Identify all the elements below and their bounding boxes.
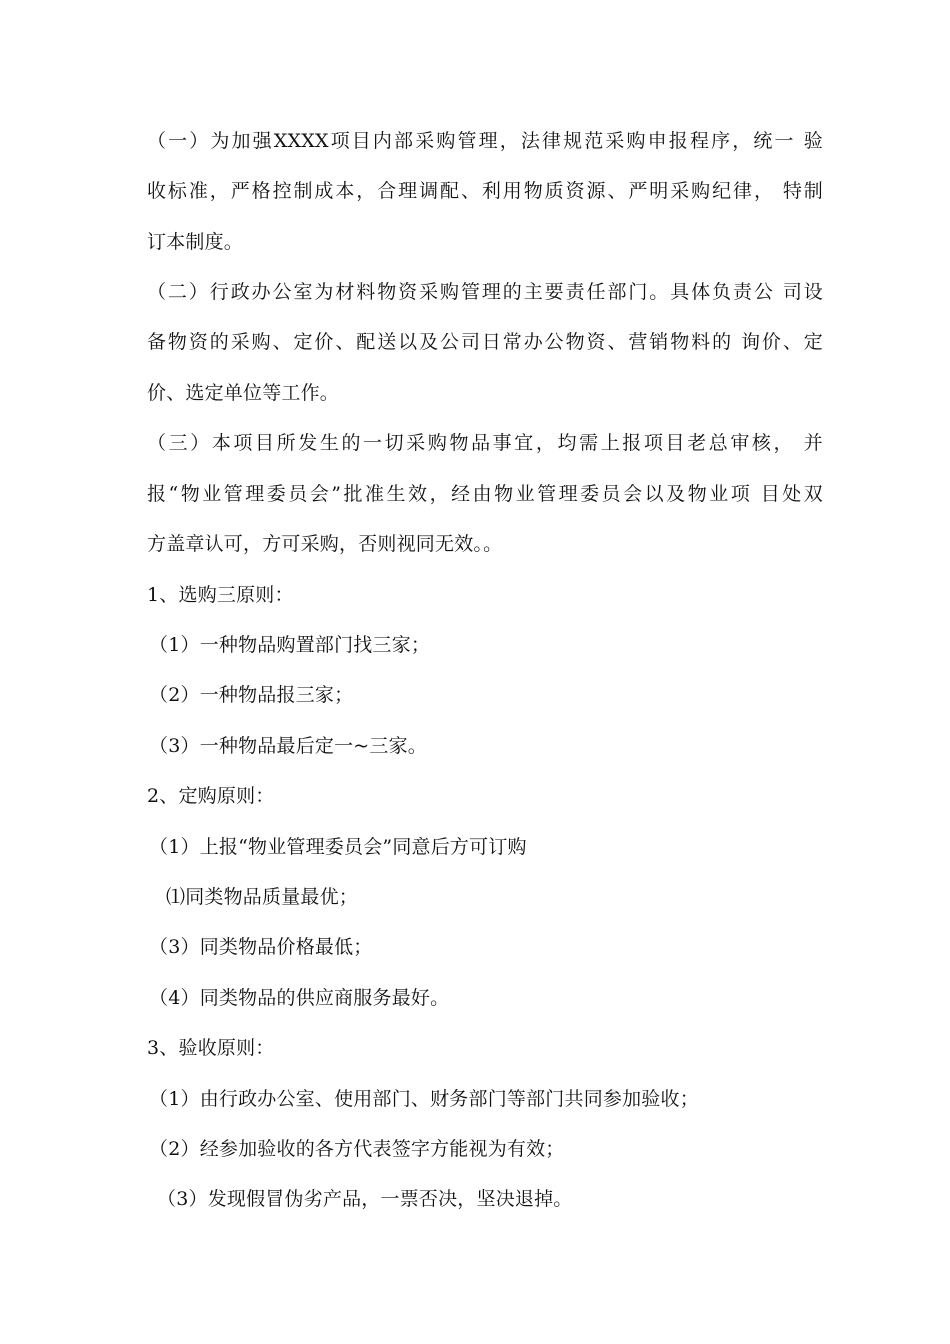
paragraph-3-line-3: 方盖章认可，方可采购，否则视同无效。。 <box>147 533 503 555</box>
section-2-item-3: （3）同类物品价格最低； <box>149 936 373 958</box>
section-3-item-2: （2）经参加验收的各方代表签字方能视为有效； <box>149 1138 565 1160</box>
paragraph-2-line-3: 价、选定单位等工作。 <box>147 382 340 404</box>
paragraph-1-line-2: 收标准，严格控制成本，合理调配、利用物质资源、严明采购纪律， 特制 <box>147 180 823 202</box>
section-1-item-3: （3）一种物品最后定一~三家。 <box>149 735 428 757</box>
paragraph-1-line-3: 订本制度。 <box>147 231 244 253</box>
paragraph-3-line-2: 报“物业管理委员会”批准生效，经由物业管理委员会以及物业项 目处双 <box>147 483 823 505</box>
paragraph-1-line-1: （一）为加强XXXX项目内部采购管理，法律规范采购申报程序，统一 验 <box>147 130 823 152</box>
paragraph-3-line-1: （三）本项目所发生的一切采购物品事宜，均需上报项目老总审核， 并 <box>147 432 823 454</box>
section-2-title: 2、定购原则： <box>147 785 275 807</box>
section-1-item-2: （2）一种物品报三家； <box>149 684 354 706</box>
section-2-item-1: （1）上报“物业管理委员会”同意后方可订购 <box>149 836 527 858</box>
paragraph-2-line-1: （二）行政办公室为材料物资采购管理的主要责任部门。具体负责公 司设 <box>147 281 823 303</box>
section-2-item-2: ⑴同类物品质量最优； <box>166 886 359 908</box>
section-3-item-3: （3）发现假冒伪劣产品，一票否决，坚决退掉。 <box>157 1188 573 1210</box>
section-1-title: 1、选购三原则： <box>147 584 294 606</box>
section-3-item-1: （1）由行政办公室、使用部门、财务部门等部门共同参加验收； <box>149 1088 699 1110</box>
paragraph-2-line-2: 备物资的采购、定价、配送以及公司日常办公物资、营销物料的 询价、定 <box>147 331 823 353</box>
section-3-title: 3、验收原则： <box>147 1037 275 1059</box>
section-1-item-1: （1）一种物品购置部门找三家； <box>149 634 431 656</box>
section-2-item-4: （4）同类物品的供应商服务最好。 <box>149 987 450 1009</box>
